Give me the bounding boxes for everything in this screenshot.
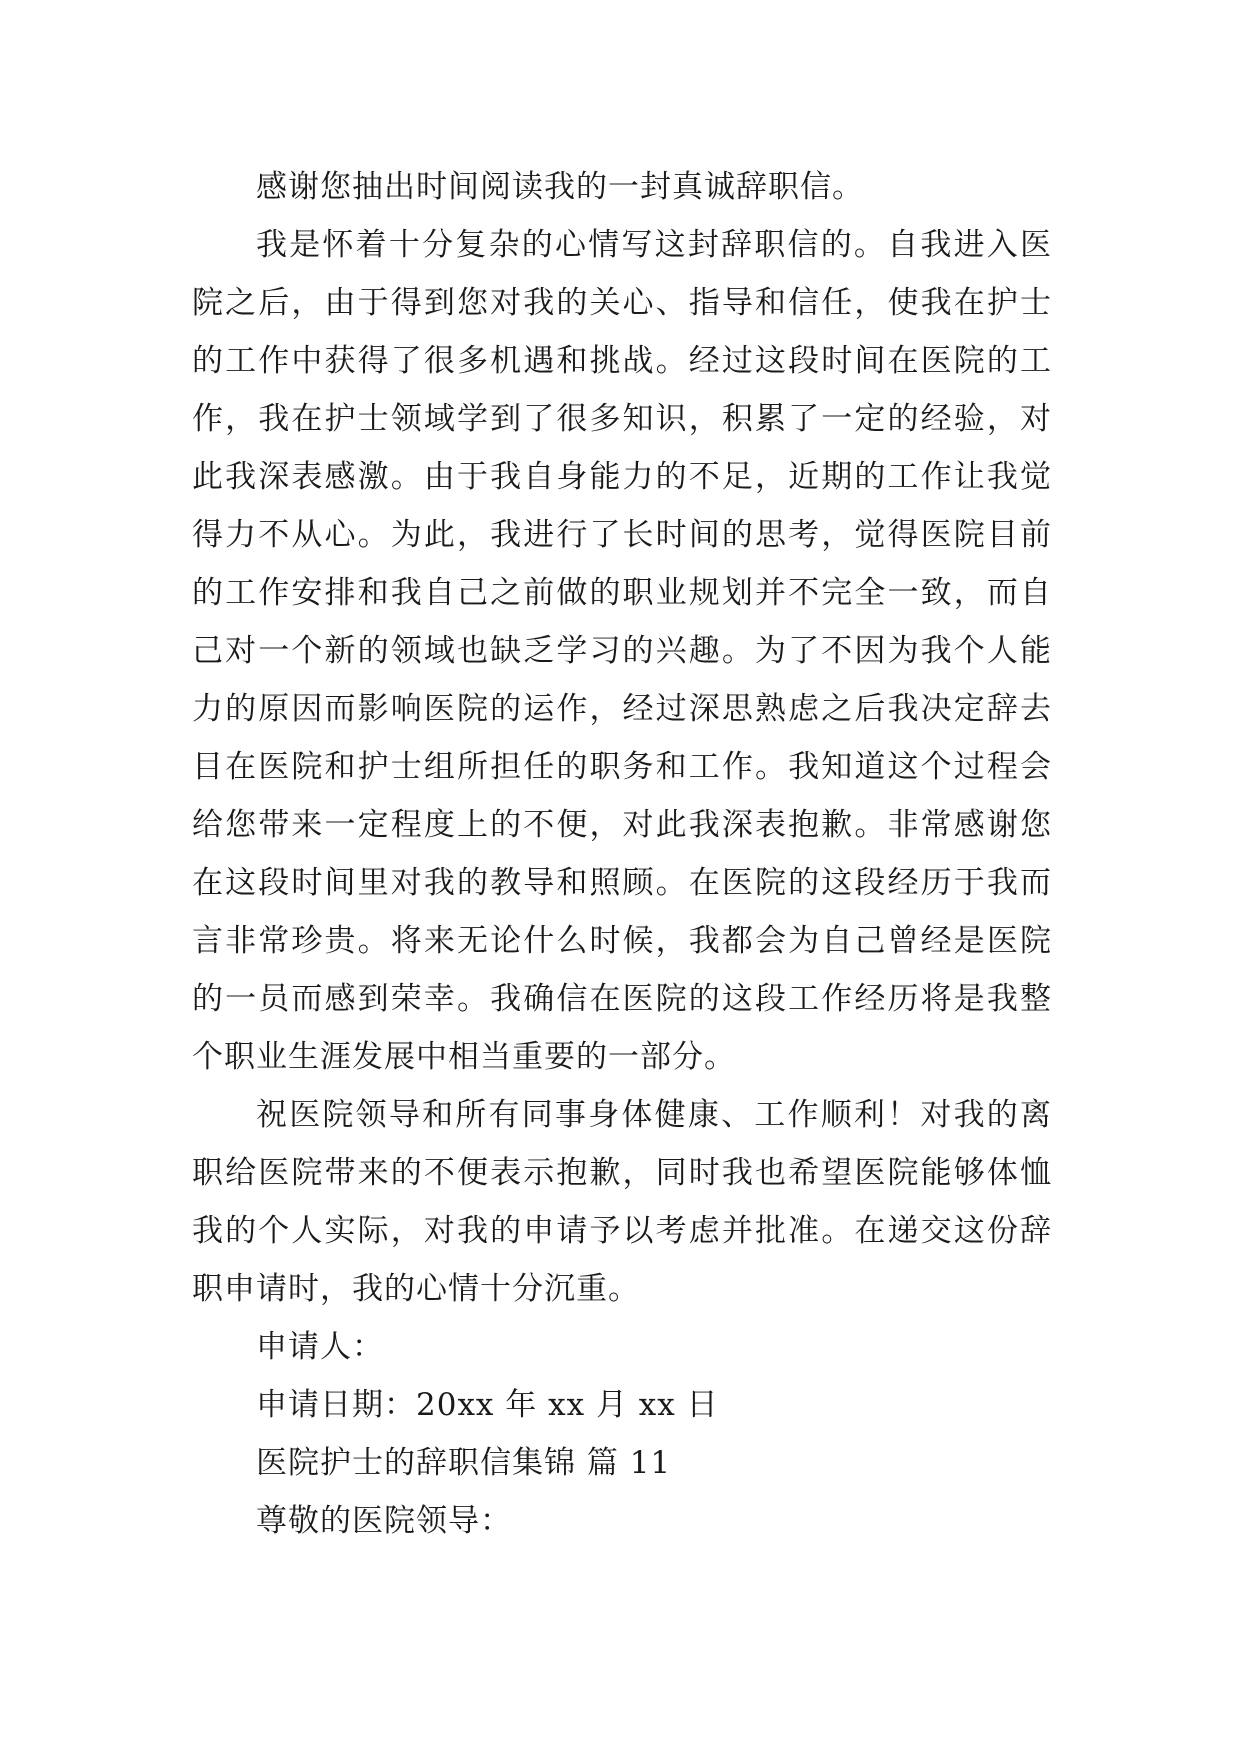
applicant-label: 申请人： bbox=[256, 1329, 384, 1365]
section-title: 医院护士的辞职信集锦 篇 11 bbox=[256, 1445, 672, 1481]
document-body bbox=[192, 158, 1052, 1550]
salutation: 尊敬的医院领导： bbox=[256, 1503, 512, 1539]
paragraph-main: 我是怀着十分复杂的心情写这封辞职信的。自我进入医院之后，由于得到您对我的关心、指导和信任，使我在护士的工作中获得了很多机遇和挑战。经过这段时间在医院的工作，我在护士领域学到了很多知识，积累了一定的经验，对此我深表感激。由于我自身能力的不足，近期的工作让我觉得力不从心。为此，我进行了长时间的思考，觉得医院目前的工作安排和我自己之前做的职业规划并不完全一致，而自己对一个新的领域也缺乏学习的兴趣。为了不因为我个人能力的原因而影响医院的运作，经过深思熟虑之后我决定辞去目在医院和护士组所担任的职务和工作。我知道这个过程会给您带来一定程度上的不便，对此我深表抱歉。非常感谢您在这段时间里对我的教导和照顾。在医院的这段经历于我而言非常珍贵。将来无论什么时候，我都会为自己曾经是医院的一员而感到荣幸。我确信在医院的这段工作经历将是我整个职业生涯发展中相当重要的一部分。 bbox=[192, 227, 1052, 1075]
paragraph-thanks: 感谢您抽出时间阅读我的一封真诚辞职信。 bbox=[256, 169, 864, 205]
paragraph-closing: 祝医院领导和所有同事身体健康、工作顺利！对我的离职给医院带来的不便表示抱歉，同时我也希望医院能够体恤我的个人实际，对我的申请予以考虑并批准。在递交这份辞职申请时，我的心情十分沉重。 bbox=[192, 1097, 1052, 1307]
application-date: 申请日期：20xx 年 xx 月 xx 日 bbox=[256, 1387, 719, 1423]
